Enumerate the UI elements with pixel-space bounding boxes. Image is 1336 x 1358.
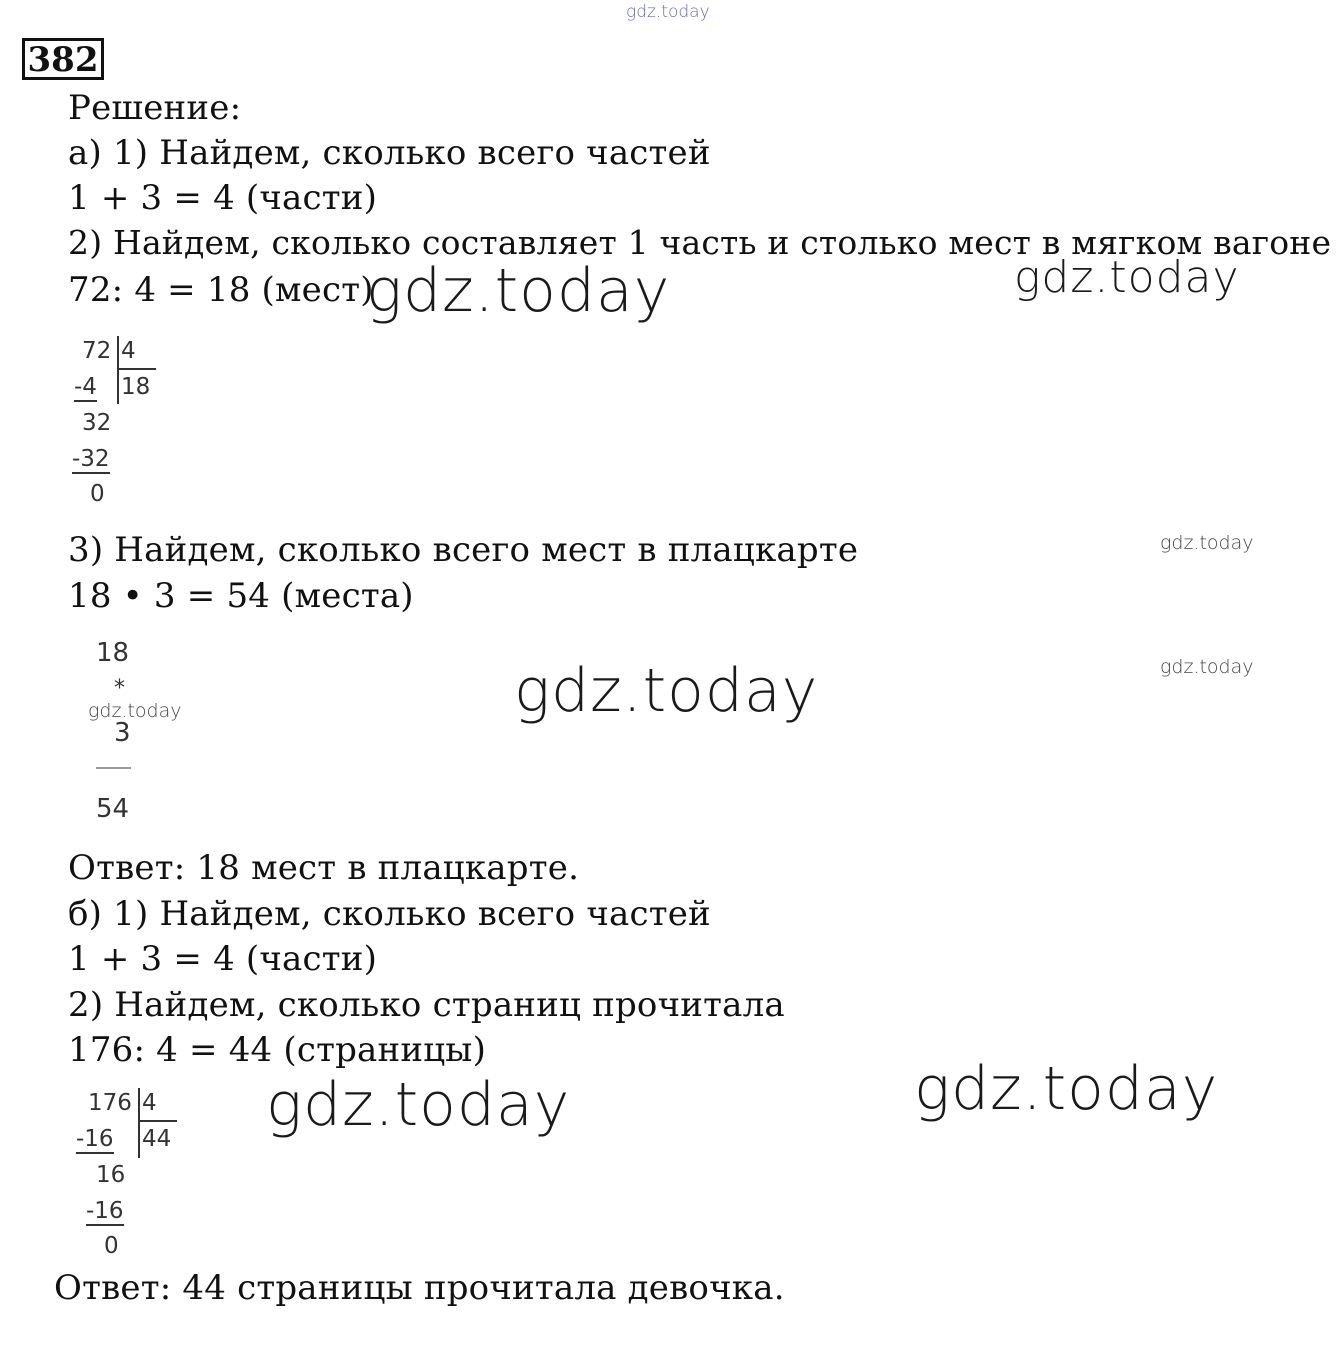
division-divisor: 4 [121, 338, 136, 364]
part-b-step1-calc: 1 + 3 = 4 (части) [68, 939, 378, 979]
division-quotient: 44 [142, 1126, 172, 1152]
watermark: gdz.today [914, 1054, 1219, 1124]
part-a-step3: 3) Найдем, сколько всего мест в плацкарте [68, 530, 859, 570]
multiplication-operator: * [114, 676, 125, 701]
part-a-step2: 2) Найдем, сколько составляет 1 часть и столько мест в мягком вагоне [68, 223, 1332, 262]
division-divisor-line [139, 1120, 177, 1122]
watermark: gdz.today [1014, 252, 1240, 303]
division-dividend: 72 [82, 338, 112, 364]
division-divisor: 4 [142, 1090, 157, 1116]
part-a-step2-calc: 72: 4 = 18 (мест) [68, 270, 374, 310]
division-subtrahend-1: -16 [76, 1126, 114, 1152]
part-a-answer: Ответ: 18 мест в плацкарте. [68, 848, 580, 888]
multiplication-result: 54 [96, 794, 130, 824]
division-subtrahend-2: -16 [86, 1198, 124, 1224]
division-vertical-bar [117, 336, 119, 404]
part-b-step1: б) 1) Найдем, сколько всего частей [68, 894, 711, 934]
division-remainder-2: 0 [90, 481, 105, 507]
part-a-step1: а) 1) Найдем, сколько всего частей [68, 133, 711, 173]
part-a-step3-calc: 18 • 3 = 54 (места) [68, 576, 414, 616]
part-a-step1-calc: 1 + 3 = 4 (части) [68, 178, 378, 218]
division-subtrahend-1: -4 [74, 374, 97, 400]
watermark: gdz.today [1160, 656, 1254, 678]
part-b-answer: Ответ: 44 страницы прочитала девочка. [54, 1268, 785, 1308]
multiplication-factor-b: 3 [114, 718, 131, 748]
division-subtrahend-2: -32 [72, 446, 110, 472]
watermark: gdz.today [266, 1070, 571, 1140]
watermark: gdz.today [366, 256, 671, 326]
division-dividend: 176 [88, 1090, 132, 1116]
division-remainder-1: 32 [82, 410, 112, 436]
multiplication-factor-a: 18 [96, 638, 130, 668]
division-quotient: 18 [121, 374, 151, 400]
part-b-step2-calc: 176: 4 = 44 (страницы) [68, 1030, 487, 1070]
division-remainder-2: 0 [104, 1233, 119, 1259]
division-vertical-bar [138, 1088, 140, 1158]
multiplication-line [96, 767, 131, 769]
solution-heading: Решение: [68, 88, 242, 128]
watermark: gdz.today [1160, 532, 1254, 554]
task-number-badge: 382 [22, 38, 104, 80]
watermark: gdz.today [514, 656, 819, 726]
part-b-step2: 2) Найдем, сколько страниц прочитала [68, 985, 785, 1025]
division-divisor-line [118, 368, 156, 370]
division-remainder-1: 16 [96, 1162, 126, 1188]
watermark: gdz.today [88, 700, 182, 722]
watermark-top: gdz.today [626, 2, 710, 22]
